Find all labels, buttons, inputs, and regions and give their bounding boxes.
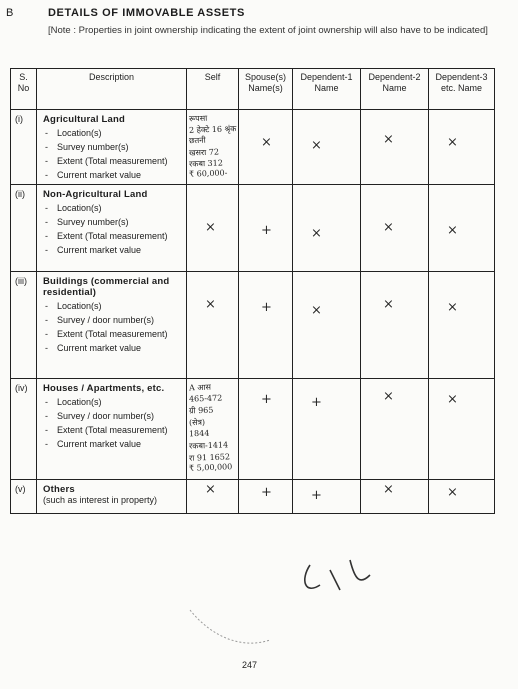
- asset-field-label: - Extent (Total measurement): [43, 424, 183, 437]
- asset-field-label: - Location(s): [43, 396, 183, 409]
- cell-dependent-2: [361, 272, 429, 379]
- signature-stamp: [180, 540, 380, 650]
- table-row: [11, 110, 495, 185]
- cell-spouse: [239, 480, 293, 514]
- cell-dependent-2: [361, 379, 429, 480]
- asset-category-title: Non-Agricultural Land: [43, 189, 148, 200]
- plus-mark-icon: +: [261, 485, 272, 500]
- cell-self: [187, 379, 239, 480]
- row-sno: (iv): [11, 379, 37, 480]
- immovable-assets-table: [10, 68, 495, 514]
- plus-mark-icon: +: [311, 488, 322, 503]
- asset-field-label: - Extent (Total measurement): [43, 328, 183, 341]
- asset-category-title: Others: [43, 484, 75, 495]
- cross-mark-icon: ×: [205, 297, 216, 312]
- cell-self: [187, 272, 239, 379]
- asset-field-list: [43, 396, 183, 451]
- cell-dependent-1: [293, 379, 361, 480]
- cell-self: [187, 110, 239, 185]
- handwritten-entry: ₹ 5,00,000: [188, 462, 233, 474]
- cross-mark-icon: ×: [383, 297, 394, 312]
- asset-field-label: - Current market value: [43, 244, 183, 257]
- row-description: [37, 379, 187, 480]
- cell-dependent-1: [293, 110, 361, 185]
- cross-mark-icon: ×: [205, 220, 216, 235]
- handwritten-entry: छतनी: [188, 136, 206, 146]
- asset-field-label: - Location(s): [43, 300, 183, 313]
- cell-dependent-2: [361, 110, 429, 185]
- cell-spouse: [239, 272, 293, 379]
- row-sno: (ii): [11, 185, 37, 272]
- page-number: 247: [242, 660, 258, 670]
- cell-self: [187, 185, 239, 272]
- section-title: DETAILS OF IMMOVABLE ASSETS: [48, 7, 245, 19]
- asset-category-title: Agricultural Land: [43, 114, 126, 125]
- asset-field-label: - Location(s): [43, 127, 183, 140]
- handwritten-entry: ₹ 60,000-: [188, 168, 228, 179]
- cross-mark-icon: ×: [447, 300, 458, 315]
- asset-field-label: - Survey number(s): [43, 216, 183, 229]
- handwritten-entry: रकबा-1414: [188, 440, 229, 451]
- section-note: [Note : Properties in joint ownership indicating the extent of joint ownership will also have to be indicated]: [48, 25, 488, 36]
- cross-mark-icon: ×: [311, 138, 322, 153]
- handwritten-entry: रकबा 312: [188, 158, 224, 169]
- asset-field-label: - Current market value: [43, 438, 183, 451]
- handwritten-entry: रूपसा: [188, 113, 208, 124]
- cell-dependent-3: [429, 185, 495, 272]
- cell-dependent-3: [429, 379, 495, 480]
- section-number: B: [6, 7, 14, 19]
- row-description: [37, 272, 187, 379]
- handwritten-entry: रा 91 1652: [188, 452, 231, 463]
- cell-dependent-1: [293, 480, 361, 514]
- asset-field-label: - Extent (Total measurement): [43, 230, 183, 243]
- cell-self: [187, 480, 239, 514]
- table-row: [11, 272, 495, 379]
- cell-spouse: [239, 379, 293, 480]
- cross-mark-icon: ×: [383, 132, 394, 147]
- handwritten-entry: 465-472: [188, 393, 223, 404]
- handwritten-entry: 1844: [188, 428, 210, 438]
- cross-mark-icon: ×: [383, 389, 394, 404]
- cell-dependent-2: [361, 480, 429, 514]
- cross-mark-icon: ×: [311, 226, 322, 241]
- cross-mark-icon: ×: [261, 135, 272, 150]
- header-self: Self: [187, 69, 239, 110]
- cross-mark-icon: ×: [447, 485, 458, 500]
- asset-field-list: [43, 202, 183, 257]
- row-description: [37, 110, 187, 185]
- cross-mark-icon: ×: [205, 482, 216, 497]
- asset-field-list: [43, 127, 183, 182]
- header-dependent-2: Dependent-2 Name: [361, 69, 429, 110]
- plus-mark-icon: +: [261, 392, 272, 407]
- asset-field-label: - Survey / door number(s): [43, 314, 183, 327]
- row-sno: (iii): [11, 272, 37, 379]
- header-spouse: Spouse(s) Name(s): [239, 69, 293, 110]
- cell-dependent-1: [293, 185, 361, 272]
- plus-mark-icon: +: [311, 395, 322, 410]
- cell-dependent-3: [429, 110, 495, 185]
- asset-field-label: - Survey number(s): [43, 141, 183, 154]
- table-row: [11, 379, 495, 480]
- header-description: Description: [37, 69, 187, 110]
- asset-category-subtitle: (such as interest in property): [43, 495, 158, 505]
- row-description: [37, 480, 187, 514]
- asset-category-title: Buildings (commercial and residential): [43, 276, 170, 298]
- handwritten-entry: खसरा 72: [188, 146, 220, 158]
- plus-mark-icon: +: [261, 300, 272, 315]
- handwritten-entry: ग्री 965: [188, 405, 214, 416]
- row-sno: (i): [11, 110, 37, 185]
- asset-field-list: [43, 300, 183, 355]
- asset-field-label: - Extent (Total measurement): [43, 155, 183, 168]
- asset-field-label: - Current market value: [43, 342, 183, 355]
- cross-mark-icon: ×: [311, 303, 322, 318]
- row-sno: (v): [11, 480, 37, 514]
- handwritten-entry: (सेत्र): [188, 417, 206, 428]
- asset-field-label: - Survey / door number(s): [43, 410, 183, 423]
- asset-field-label: - Location(s): [43, 202, 183, 215]
- cell-spouse: [239, 185, 293, 272]
- cell-dependent-2: [361, 185, 429, 272]
- cross-mark-icon: ×: [447, 135, 458, 150]
- table-row: [11, 185, 495, 272]
- handwritten-entry: A आस: [188, 382, 212, 393]
- header-sno: S. No: [11, 69, 37, 110]
- cell-spouse: [239, 110, 293, 185]
- cross-mark-icon: ×: [383, 220, 394, 235]
- cell-dependent-3: [429, 480, 495, 514]
- cross-mark-icon: ×: [447, 392, 458, 407]
- handwritten-entry: 2 हेक्टे 16 श्रृंक: [188, 124, 237, 135]
- table-row: [11, 480, 495, 514]
- cell-dependent-1: [293, 272, 361, 379]
- row-description: [37, 185, 187, 272]
- asset-category-title: Houses / Apartments, etc.: [43, 383, 165, 394]
- header-dependent-1: Dependent-1 Name: [293, 69, 361, 110]
- cross-mark-icon: ×: [383, 482, 394, 497]
- table-header-row: [11, 69, 495, 110]
- cell-dependent-3: [429, 272, 495, 379]
- asset-field-label: - Current market value: [43, 169, 183, 182]
- header-dependent-3: Dependent-3 etc. Name: [429, 69, 495, 110]
- cross-mark-icon: ×: [447, 223, 458, 238]
- plus-mark-icon: +: [261, 223, 272, 238]
